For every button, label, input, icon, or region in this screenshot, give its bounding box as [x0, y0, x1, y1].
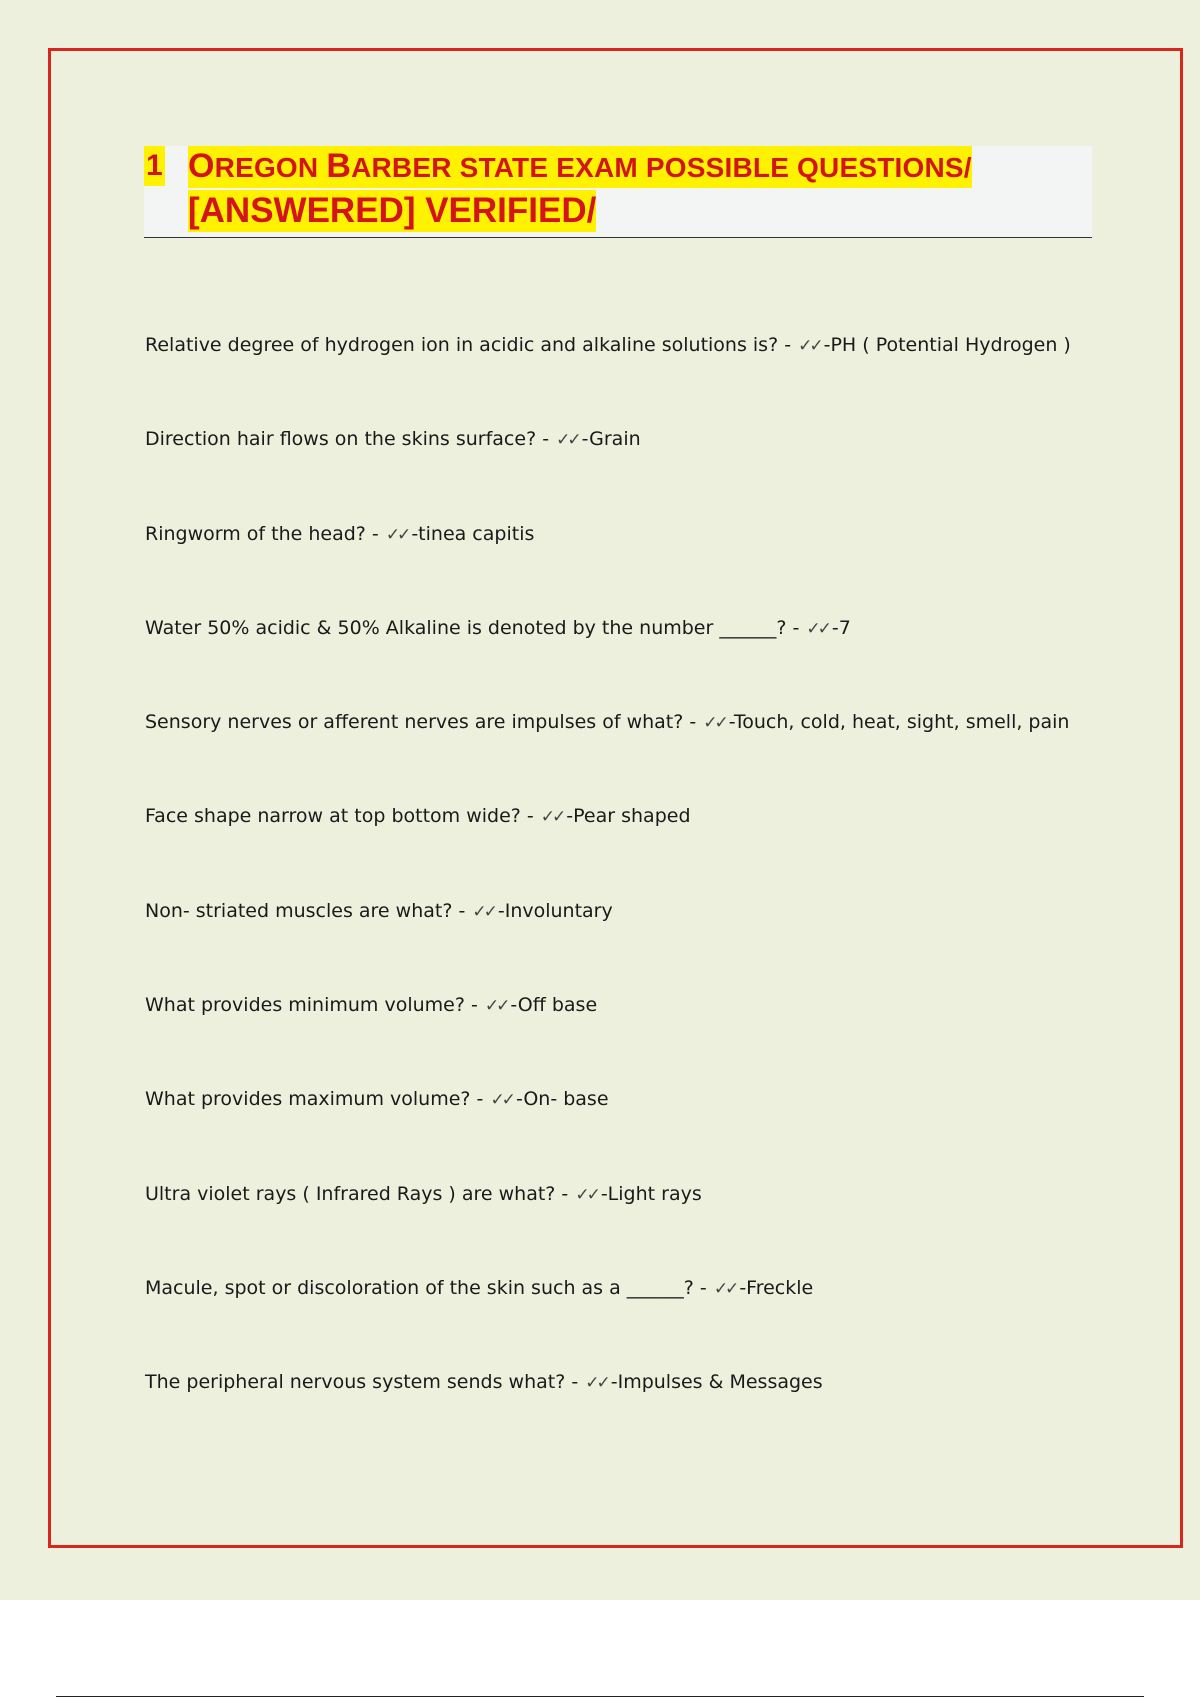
heading-initial-o: O — [188, 147, 215, 185]
question-text: Sensory nerves or afferent nerves are impulses of what? - — [145, 711, 703, 734]
answer-text: -On- base — [515, 1088, 609, 1111]
qa-item — [145, 896, 1105, 990]
qa-item — [145, 707, 1105, 801]
question-text: Macule, spot or discoloration of the skin such as a ______? - — [145, 1276, 713, 1299]
double-check-icon: ✓✓ — [575, 1184, 598, 1205]
qa-item — [145, 990, 1105, 1084]
qa-item — [145, 613, 1105, 707]
double-check-icon: ✓✓ — [556, 430, 579, 451]
qa-item — [145, 1179, 1105, 1273]
question-text: Ringworm of the head? - — [145, 522, 385, 545]
question-text: Direction hair flows on the skins surface? - — [145, 428, 556, 451]
heading-text-a: REGON — [214, 152, 327, 183]
qa-item — [145, 519, 1105, 613]
double-check-icon: ✓✓ — [484, 996, 508, 1017]
question-text: The peripheral nervous system sends what? - — [145, 1371, 585, 1394]
answer-text: -Off base — [510, 994, 598, 1017]
question-text: Relative degree of hydrogen ion in acidic and alkaline solutions is? - — [145, 334, 798, 356]
answer-text: -Involuntary — [497, 899, 613, 922]
question-text: What provides minimum volume? - — [145, 994, 484, 1017]
answer-text: -PH ( Potential Hydrogen ) — [823, 334, 1071, 356]
heading-title-line-2: [ANSWERED] VERIFIED/ — [188, 191, 597, 230]
double-check-icon: ✓✓ — [713, 1278, 737, 1299]
question-text: Face shape narrow at top bottom wide? - — [145, 805, 540, 828]
qa-item — [145, 1273, 1105, 1367]
answer-text: -Pear shaped — [566, 805, 691, 828]
footer-divider — [56, 1696, 1144, 1697]
answer-text: -tinea capitis — [411, 522, 535, 545]
answer-text: -Freckle — [739, 1276, 814, 1299]
question-text: Non- striated muscles are what? - — [145, 899, 472, 922]
double-check-icon: ✓✓ — [472, 901, 495, 922]
heading-title-line-1 — [188, 146, 972, 188]
question-list — [145, 330, 1105, 1462]
double-check-icon: ✓✓ — [490, 1090, 513, 1111]
double-check-icon: ✓✓ — [798, 336, 821, 356]
double-check-icon: ✓✓ — [385, 524, 409, 545]
double-check-icon: ✓✓ — [540, 807, 564, 828]
qa-item — [145, 801, 1105, 895]
double-check-icon: ✓✓ — [585, 1373, 608, 1394]
qa-item — [145, 424, 1105, 518]
heading-number: 1 — [144, 146, 165, 186]
answer-text: -7 — [831, 616, 851, 639]
question-text: Water 50% acidic & 50% Alkaline is denoted by the number ______? - — [145, 616, 806, 639]
double-check-icon: ✓✓ — [806, 618, 829, 639]
question-text: What provides maximum volume? - — [145, 1088, 490, 1111]
qa-item — [145, 330, 1105, 424]
answer-text: -Grain — [581, 428, 641, 451]
answer-text: -Light rays — [600, 1182, 702, 1205]
document-heading — [144, 146, 1092, 238]
question-text: Ultra violet rays ( Infrared Rays ) are what? - — [145, 1182, 575, 1205]
answer-text: -Impulses & Messages — [610, 1371, 823, 1394]
double-check-icon: ✓✓ — [703, 713, 726, 734]
answer-text: -Touch, cold, heat, sight, smell, pain — [728, 711, 1070, 734]
qa-item — [145, 1084, 1105, 1178]
heading-text-b: ARBER STATE EXAM POSSIBLE QUESTIONS/ — [351, 152, 972, 183]
heading-initial-b: B — [326, 147, 352, 185]
qa-item — [145, 1367, 1105, 1461]
